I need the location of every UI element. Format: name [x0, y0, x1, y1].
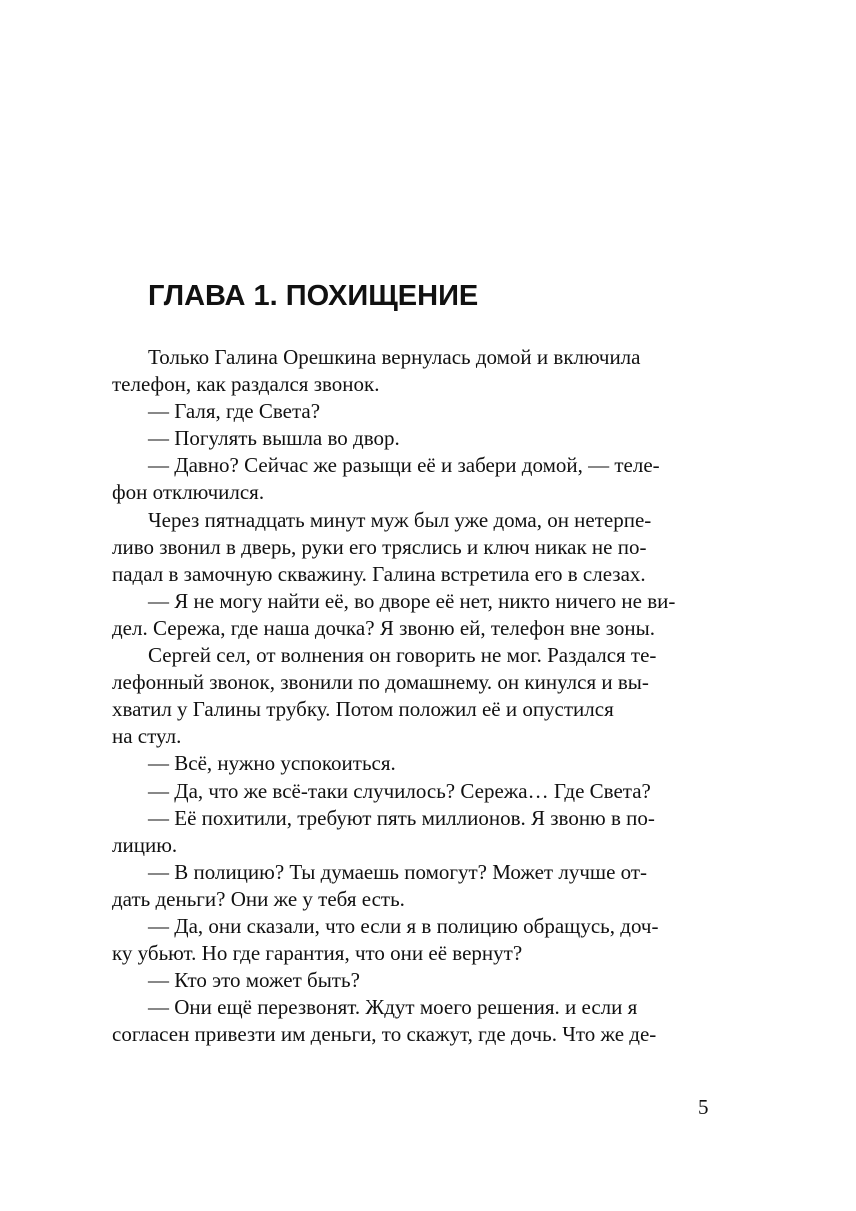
- text-line: ливо звонил в дверь, руки его тряслись и ключ никак не по-: [112, 534, 647, 559]
- text-line: падал в замочную скважину. Галина встретила его в слезах.: [112, 561, 646, 586]
- chapter-title: ГЛАВА 1. ПОХИЩЕНИЕ: [148, 280, 479, 312]
- text-line: Через пятнадцать минут муж был уже дома, он нетерпе-: [148, 507, 652, 532]
- text-line: Сергей сел, от волнения он говорить не мог. Раздался те-: [148, 643, 657, 668]
- text-line: фон отключился.: [112, 480, 265, 505]
- text-line: — Галя, где Света?: [148, 399, 321, 424]
- text-line: хватил у Галины трубку. Потом положил её и опустился: [112, 697, 614, 722]
- text-line: дать деньги? Они же у тебя есть.: [112, 886, 405, 911]
- text-line: — Её похитили, требуют пять миллионов. Я звоню в по-: [148, 805, 655, 830]
- text-line: — Давно? Сейчас же разыщи её и забери домой, — теле-: [148, 453, 660, 478]
- text-line: — В полицию? Ты думаешь помогут? Может лучше от-: [148, 859, 648, 884]
- text-line: — Я не могу найти её, во дворе её нет, никто ничего не ви-: [148, 588, 676, 613]
- text-line: — Погулять вышла во двор.: [148, 426, 400, 451]
- text-line: — Всё, нужно успокоиться.: [148, 751, 396, 776]
- text-line: лефонный звонок, звонили по домашнему. он кинулся и вы-: [112, 670, 649, 695]
- text-line: — Да, они сказали, что если я в полицию обращусь, доч-: [148, 913, 659, 938]
- page-number: 5: [698, 1095, 709, 1119]
- text-line: согласен привезти им деньги, то скажут, где дочь. Что же де-: [112, 1022, 657, 1047]
- text-line: ку убьют. Но где гарантия, что они её вернут?: [112, 941, 523, 966]
- text-line: — Да, что же всё-таки случилось? Сережа… Где Света?: [148, 778, 651, 803]
- text-line: — Кто это может быть?: [148, 968, 360, 993]
- text-line: — Они ещё перезвонят. Ждут моего решения. и если я: [148, 995, 638, 1020]
- chapter-text: [112, 344, 712, 1048]
- text-line: лицию.: [112, 832, 178, 857]
- text-line: телефон, как раздался звонок.: [112, 372, 380, 397]
- text-line: на стул.: [112, 724, 182, 749]
- text-line: дел. Сережа, где наша дочка? Я звоню ей, телефон вне зоны.: [112, 615, 656, 640]
- text-line: Только Галина Орешкина вернулась домой и включила: [148, 345, 641, 369]
